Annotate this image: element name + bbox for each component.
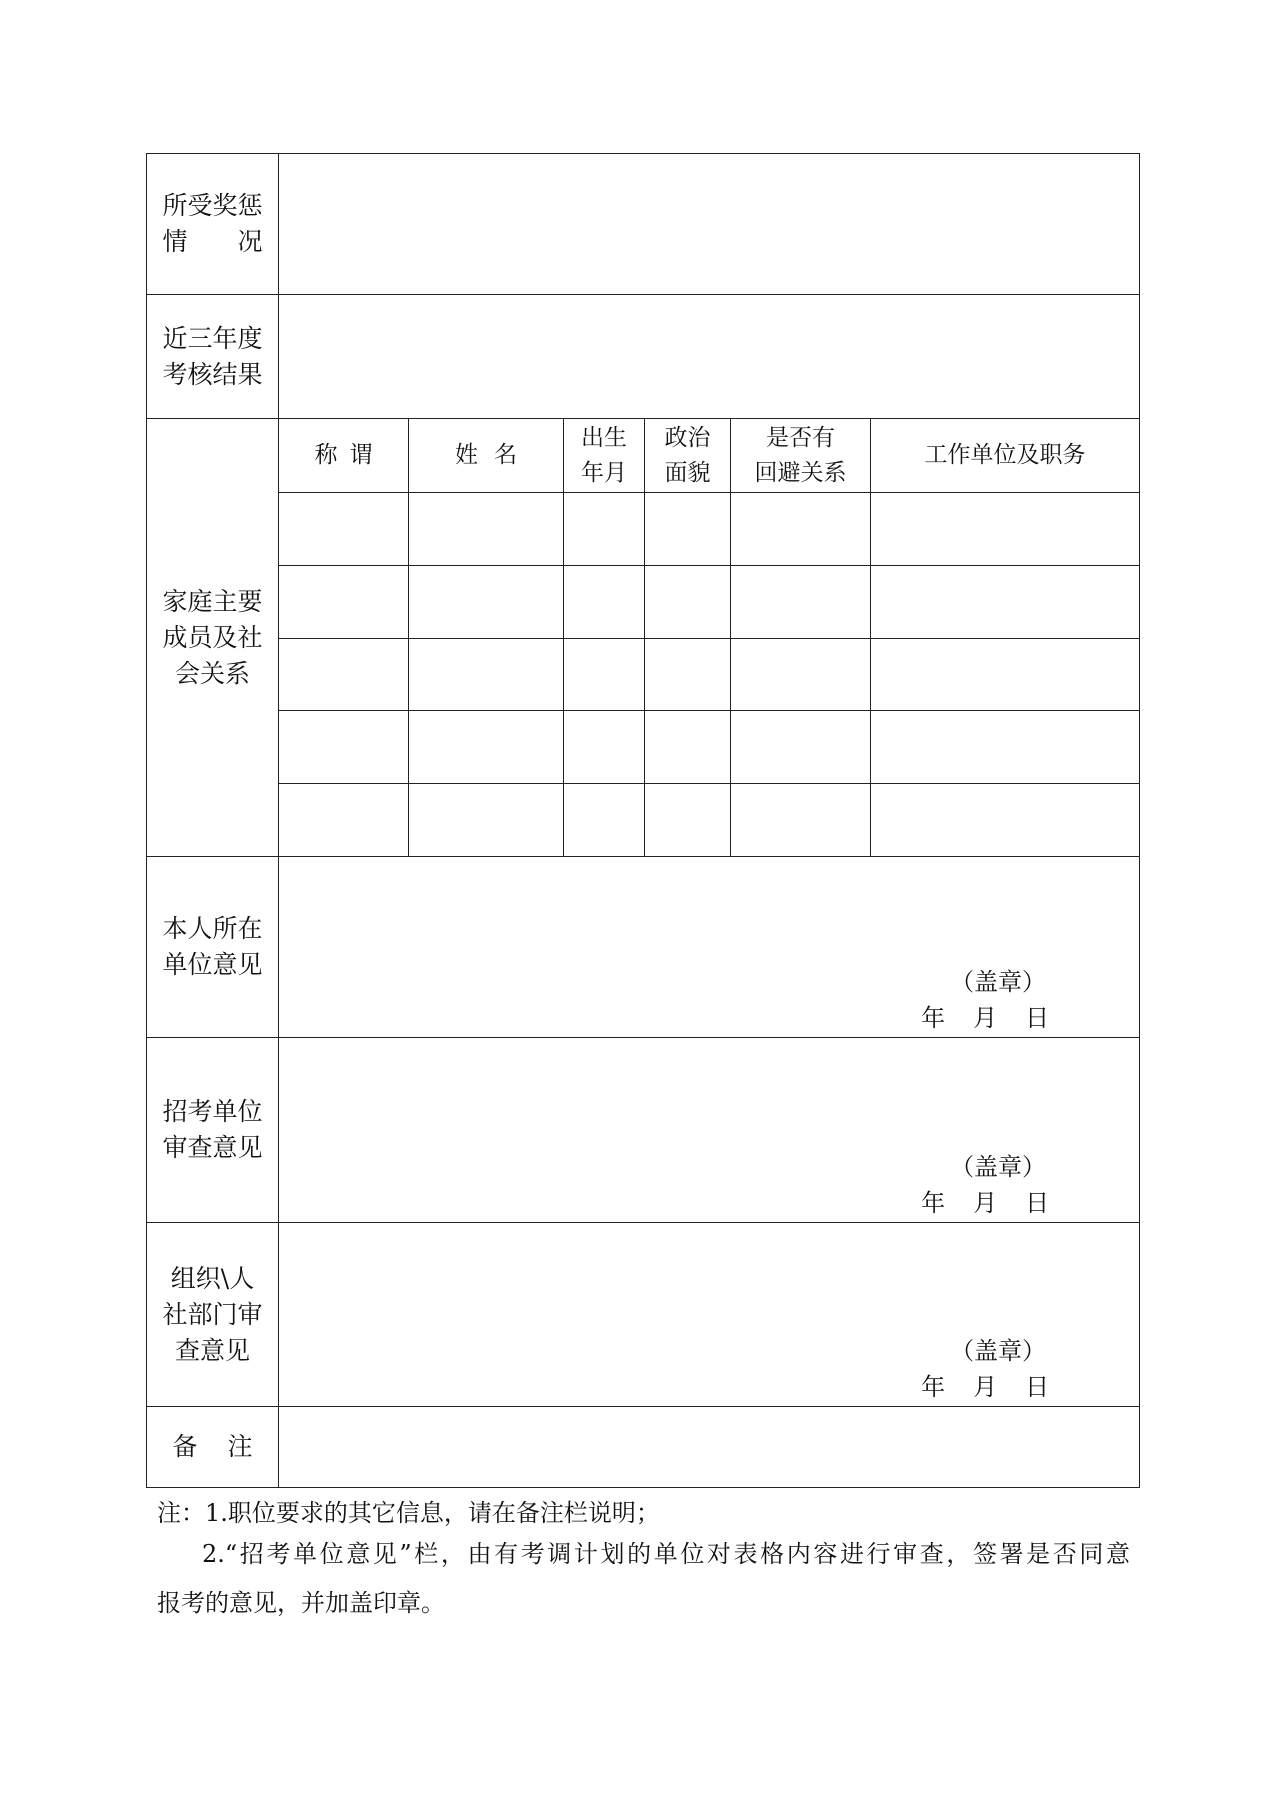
header-birth-line-2: 年月: [581, 459, 627, 486]
family-member-row: [147, 639, 1140, 711]
date-day: 日: [1025, 1004, 1050, 1032]
header-relation: [279, 419, 409, 493]
family-political-cell: [645, 493, 731, 566]
family-avoidance-cell: [731, 566, 871, 639]
header-political-line-2: 面貌: [664, 459, 711, 486]
org-opinion-row: [147, 1223, 1140, 1407]
date-year: 年: [921, 1004, 946, 1032]
seal-stamp-text: （盖章）: [950, 1153, 1047, 1181]
header-name-text: 姓名: [455, 442, 517, 468]
header-name: [409, 419, 564, 493]
appraisal-row: [147, 295, 1140, 419]
unit-opinion-row: [147, 857, 1140, 1038]
remarks-value-cell: [279, 1407, 1140, 1488]
header-avoidance-line-2: 回避关系: [754, 459, 847, 486]
family-label-line-1: 家庭主要: [162, 586, 263, 616]
unit-opinion-label: [147, 857, 279, 1038]
family-avoidance-cell: [731, 711, 871, 784]
org-opinion-label: [147, 1223, 279, 1407]
appraisal-value-cell: [279, 295, 1140, 419]
family-name-cell: [409, 493, 564, 566]
date-year: 年: [921, 1373, 946, 1401]
awards-label-line-1: 所受奖惩: [162, 191, 263, 220]
unit-opinion-value-cell: [279, 857, 1140, 1038]
seal-stamp-text: （盖章）: [950, 1337, 1047, 1365]
date-month: 月: [973, 1189, 998, 1217]
header-work: [871, 419, 1140, 493]
family-avoidance-cell: [731, 639, 871, 711]
appraisal-label-line-2: 考核结果: [162, 359, 263, 389]
date-month: 月: [973, 1373, 998, 1401]
recruit-opinion-label: [147, 1038, 279, 1223]
date-line: [921, 1188, 1049, 1218]
date-line: [921, 1003, 1049, 1033]
family-political-cell: [645, 639, 731, 711]
recruit-opinion-row: [147, 1038, 1140, 1223]
remarks-label-text: 备注: [172, 1432, 253, 1461]
recruit-opinion-value-cell: [279, 1038, 1140, 1223]
family-political-cell: [645, 711, 731, 784]
header-political-line-1: 政治: [664, 424, 711, 451]
unit-opinion-label-line-1: 本人所在: [162, 914, 263, 943]
awards-row: [147, 154, 1140, 295]
family-birth-cell: [564, 566, 645, 639]
family-birth-cell: [564, 493, 645, 566]
family-label: [147, 419, 279, 857]
family-label-line-3: 会关系: [174, 658, 250, 688]
org-opinion-value-cell: [279, 1223, 1140, 1407]
date-month: 月: [973, 1004, 998, 1032]
family-work-cell: [871, 566, 1140, 639]
remarks-label: [147, 1407, 279, 1488]
appraisal-label: [147, 295, 279, 419]
awards-label: [147, 154, 279, 295]
header-work-text: 工作单位及职务: [924, 442, 1086, 468]
note-1: 注：1.职位要求的其它信息，请在备注栏说明；: [157, 1499, 660, 1527]
family-relation-cell: [279, 711, 409, 784]
family-avoidance-cell: [731, 493, 871, 566]
date-day: 日: [1025, 1373, 1050, 1401]
family-political-cell: [645, 566, 731, 639]
date-year: 年: [921, 1189, 946, 1217]
family-work-cell: [871, 639, 1140, 711]
family-name-cell: [409, 711, 564, 784]
application-form-table: [146, 153, 1140, 1488]
org-opinion-label-line-3: 查意见: [174, 1335, 250, 1365]
appraisal-label-line-1: 近三年度: [162, 323, 263, 353]
family-birth-cell: [564, 639, 645, 711]
header-birth: [564, 419, 645, 493]
family-member-row: [147, 493, 1140, 566]
awards-value-cell: [279, 154, 1140, 295]
header-political: [645, 419, 731, 493]
org-opinion-label-line-1: 组织\人: [170, 1263, 255, 1293]
family-political-cell: [645, 784, 731, 857]
awards-label-line-2: 情况: [162, 227, 263, 256]
family-relation-cell: [279, 784, 409, 857]
family-relation-cell: [279, 493, 409, 566]
family-work-cell: [871, 711, 1140, 784]
header-relation-text: 称谓: [314, 442, 373, 468]
family-member-row: [147, 566, 1140, 639]
family-name-cell: [409, 784, 564, 857]
remarks-row: [147, 1407, 1140, 1488]
family-header-row: [147, 419, 1140, 493]
family-name-cell: [409, 639, 564, 711]
family-label-line-2: 成员及社: [162, 622, 263, 652]
family-member-row: [147, 711, 1140, 784]
header-birth-line-1: 出生: [581, 424, 627, 451]
org-opinion-label-line-2: 社部门审: [162, 1299, 263, 1329]
unit-opinion-label-line-2: 单位意见: [162, 950, 263, 979]
family-name-cell: [409, 566, 564, 639]
family-birth-cell: [564, 784, 645, 857]
note-2-line-2: 报考的意见，并加盖印章。: [157, 1589, 445, 1617]
family-work-cell: [871, 493, 1140, 566]
recruit-opinion-label-line-2: 审查意见: [162, 1133, 263, 1162]
note-2-line-1: 2.“招考单位意见”栏，由有考调计划的单位对表格内容进行审查，签署是否同意: [202, 1540, 1130, 1568]
family-birth-cell: [564, 711, 645, 784]
recruit-opinion-label-line-1: 招考单位: [162, 1097, 263, 1126]
header-avoidance-line-1: 是否有: [766, 424, 835, 451]
family-avoidance-cell: [731, 784, 871, 857]
family-relation-cell: [279, 566, 409, 639]
header-avoidance: [731, 419, 871, 493]
family-member-row: [147, 784, 1140, 857]
date-day: 日: [1025, 1189, 1050, 1217]
seal-stamp-text: （盖章）: [950, 968, 1047, 996]
family-work-cell: [871, 784, 1140, 857]
date-line: [921, 1372, 1049, 1402]
family-relation-cell: [279, 639, 409, 711]
